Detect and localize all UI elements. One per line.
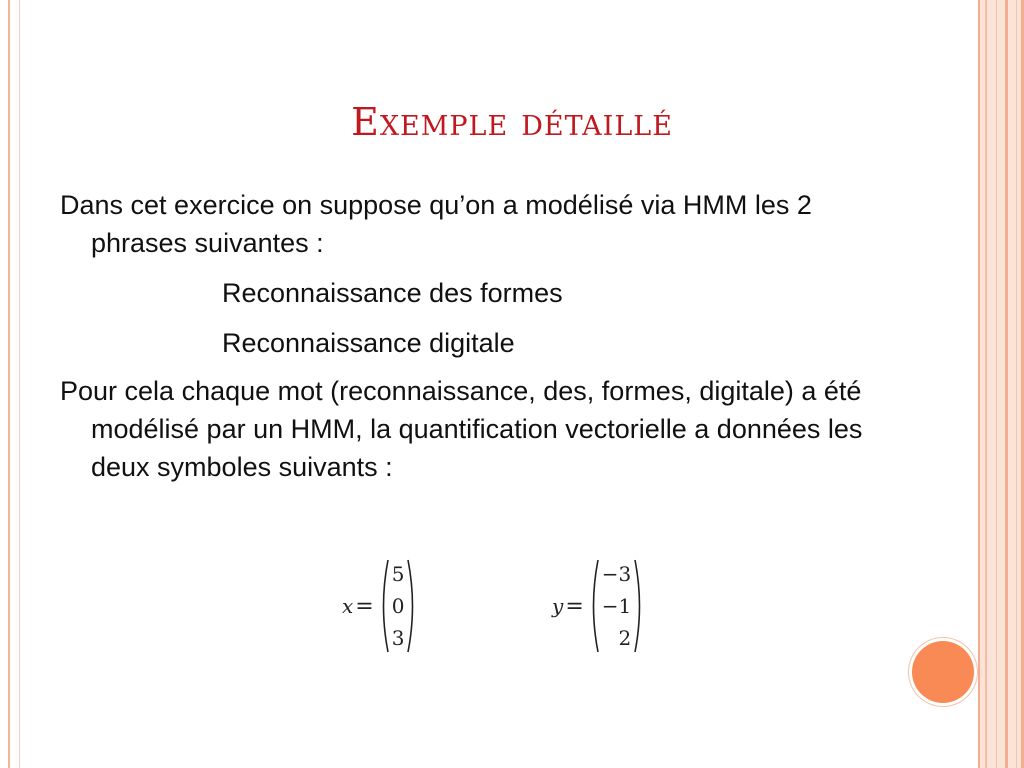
vector-x-entry: 5 (391, 562, 405, 586)
vector-x (378, 558, 419, 654)
formula-vector-x (342, 558, 418, 654)
right-parenthesis-icon (406, 558, 418, 654)
example-phrase-1: Reconnaissance des formes (222, 278, 563, 308)
left-parenthesis-icon (378, 558, 390, 654)
slide-title: Exemple détaillé (351, 100, 673, 144)
decorative-orange-circle (912, 641, 974, 703)
right-parenthesis-icon (633, 558, 645, 654)
formula-y-variable: y (552, 594, 564, 618)
body-paragraph-quantification: Pour cela chaque mot (reconnaissance, des, formes, digitale) a été modélisé par un HMM, la quantification vectorielle a données les deux symboles suivants : (60, 376, 863, 482)
vector-y-entry: −1 (601, 594, 632, 618)
formula-y-equals: = (565, 593, 584, 619)
body-paragraph-intro: Dans cet exercice on suppose qu’on a modélisé via HMM les 2 phrases suivantes : (60, 190, 812, 258)
slide-body (60, 186, 900, 486)
vector-y-entry: −3 (601, 562, 632, 586)
vector-x-entries (390, 558, 407, 654)
example-phrase-2: Reconnaissance digitale (222, 328, 515, 358)
vector-y-entry: 2 (618, 626, 632, 650)
vector-y-entries (600, 558, 633, 654)
formula-x-variable: x (342, 594, 354, 618)
vector-x-entry: 0 (391, 594, 405, 618)
formula-x-equals: = (355, 593, 374, 619)
left-parenthesis-icon (588, 558, 600, 654)
vector-x-entry: 3 (391, 626, 405, 650)
formula-vector-y (552, 558, 645, 654)
vector-y (588, 558, 645, 654)
